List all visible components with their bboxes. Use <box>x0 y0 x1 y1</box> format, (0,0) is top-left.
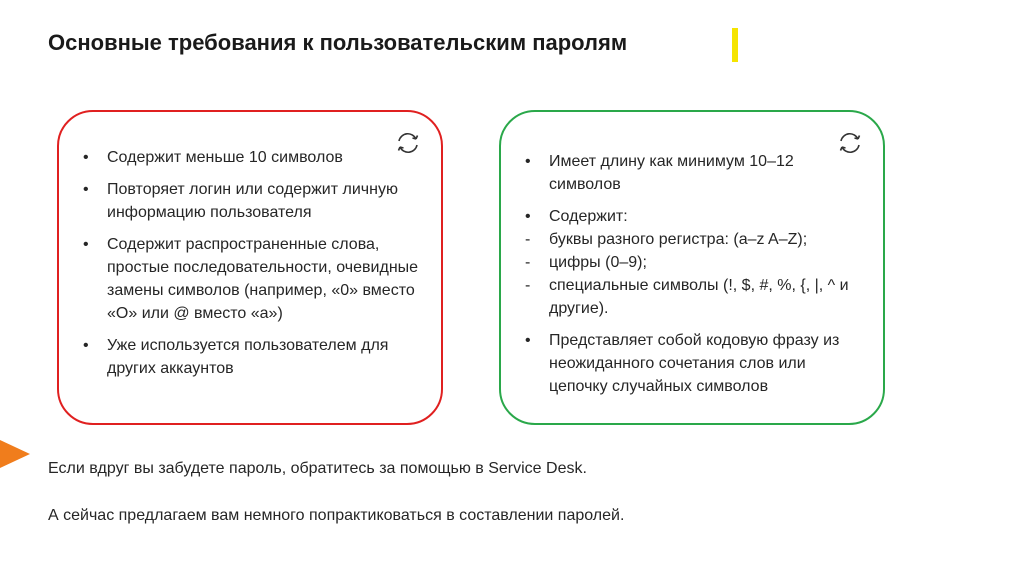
list-item: • Содержит меньше 10 символов <box>81 146 423 169</box>
strong-password-card <box>499 110 885 425</box>
list-item: • Имеет длину как минимум 10–12 символов <box>523 150 865 196</box>
page-title: Основные требования к пользовательским паролям <box>48 30 628 55</box>
practice-note: А сейчас предлагаем вам немного попрактиковаться в составлении паролей. <box>48 507 625 524</box>
list-item: • Представляет собой кодовую фразу из неожиданного сочетания слов или цепочку случайных символов <box>523 329 865 398</box>
weak-password-list <box>81 146 423 389</box>
decorative-triangle <box>0 440 30 468</box>
sub-list-item: - специальные символы (!, $, #, %, {, |, ^ и другие). <box>523 274 865 320</box>
list-item: • Содержит распространенные слова, простые последовательности, очевидные замены символов (например, «0» вместо «О» или @ вместо «а») <box>81 233 423 325</box>
list-item: • Уже используется пользователем для других аккаунтов <box>81 334 423 380</box>
title-accent-bar <box>732 28 738 62</box>
sub-list-item: - цифры (0–9); <box>523 251 865 274</box>
service-desk-note: Если вдруг вы забудете пароль, обратитесь за помощью в Service Desk. <box>48 460 587 477</box>
list-item: • Содержит: <box>523 205 865 228</box>
weak-password-card <box>57 110 443 425</box>
sub-list-item: - буквы разного регистра: (a–z A–Z); <box>523 228 865 251</box>
strong-password-list <box>523 150 865 407</box>
list-item: • Повторяет логин или содержит личную информацию пользователя <box>81 178 423 224</box>
